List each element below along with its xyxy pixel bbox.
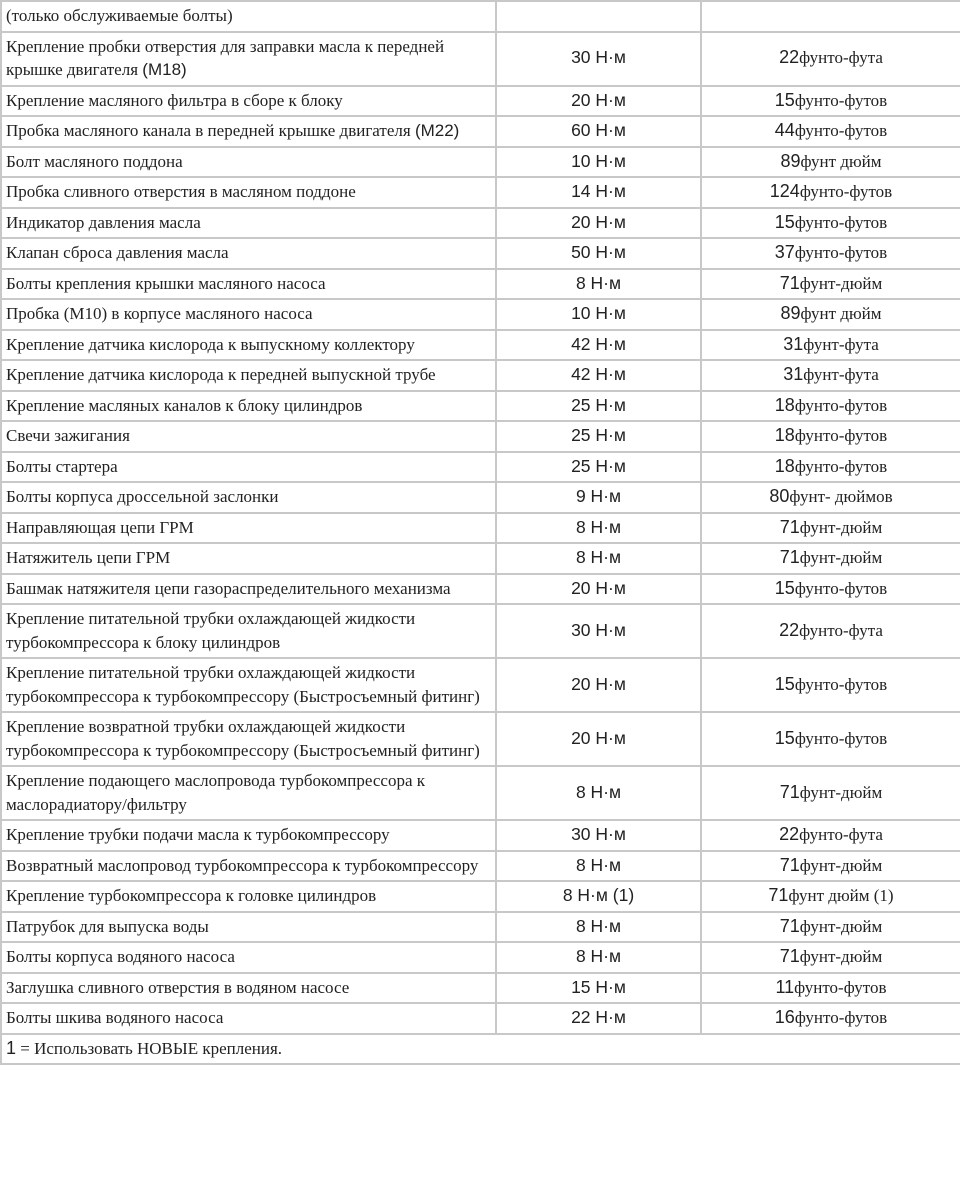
torque-nm-cell: 22 Н·м	[496, 1003, 701, 1034]
component-name: Крепление масляного фильтра в сборе к блоку	[6, 90, 343, 110]
component-name-cell	[1, 391, 496, 422]
component-name: Патрубок для выпуска воды	[6, 916, 209, 936]
torque-nm-cell	[496, 1, 701, 32]
torque-imperial-cell	[701, 820, 960, 851]
torque-imperial-unit: фунто-футов	[794, 1008, 888, 1027]
table-row	[1, 912, 960, 943]
torque-imperial-cell	[701, 973, 960, 1004]
component-name: Крепление датчика кислорода к выпускному коллектору	[6, 334, 415, 354]
torque-imperial-cell	[701, 391, 960, 422]
torque-imperial-unit: фунт-фута	[803, 365, 879, 384]
torque-nm-cell: 8 Н·м	[496, 942, 701, 973]
torque-nm-cell: 30 Н·м	[496, 820, 701, 851]
torque-nm-cell: 15 Н·м	[496, 973, 701, 1004]
torque-imperial-cell	[701, 147, 960, 178]
torque-imperial-unit: фунто-фута	[799, 825, 883, 844]
torque-imperial-cell	[701, 712, 960, 766]
component-name: Крепление питательной трубки охлаждающей жидкости турбокомпрессора к турбокомпрессору (Быстросъемный фитинг)	[6, 663, 480, 706]
table-row	[1, 543, 960, 574]
torque-imperial-cell	[701, 482, 960, 513]
table-row	[1, 942, 960, 973]
table-row	[1, 1, 960, 32]
component-name: Возвратный маслопровод турбокомпрессора к турбокомпрессору	[6, 855, 479, 875]
torque-imperial-cell	[701, 513, 960, 544]
torque-imperial-unit: фунт дюйм (1)	[788, 886, 894, 905]
torque-imperial-unit: фунто-футов	[794, 674, 888, 694]
footnote-row	[1, 1034, 960, 1065]
torque-imperial-cell	[701, 86, 960, 117]
torque-imperial-unit: фунт- дюймов	[789, 487, 893, 506]
table-row	[1, 330, 960, 361]
torque-imperial-cell	[701, 421, 960, 452]
torque-imperial-cell	[701, 1003, 960, 1034]
table-row	[1, 32, 960, 86]
torque-imperial-cell	[701, 543, 960, 574]
component-name: Крепление трубки подачи масла к турбокомпрессору	[6, 825, 390, 844]
torque-nm-cell: 30 Н·м	[496, 604, 701, 658]
torque-imperial-value: 71	[779, 516, 800, 537]
torque-nm-cell: 8 Н·м	[496, 269, 701, 300]
torque-imperial-unit: фунто-футов	[794, 578, 888, 598]
component-name: Башмак натяжителя цепи газораспределительного механизма	[6, 578, 451, 598]
torque-imperial-value: 89	[780, 150, 801, 171]
torque-nm-cell: 60 Н·м	[496, 116, 701, 147]
torque-nm-cell: 9 Н·м	[496, 482, 701, 513]
component-name-cell	[1, 1, 496, 32]
torque-nm-cell: 42 Н·м	[496, 360, 701, 391]
component-name: Клапан сброса давления масла	[6, 243, 229, 262]
component-name: (только обслуживаемые болты)	[6, 6, 233, 25]
component-name: Болты корпуса дроссельной заслонки	[6, 487, 279, 506]
torque-imperial-cell	[701, 881, 960, 912]
torque-imperial-cell	[701, 269, 960, 300]
component-name-cell	[1, 208, 496, 239]
component-name-cell	[1, 658, 496, 712]
torque-imperial-unit: фунт-дюйм	[799, 782, 883, 802]
torque-nm-cell: 30 Н·м	[496, 32, 701, 86]
component-name: Направляющая цепи ГРМ	[6, 517, 194, 537]
component-name: Свечи зажигания	[6, 426, 130, 445]
component-name-cell	[1, 482, 496, 513]
torque-imperial-value: 18	[774, 455, 795, 476]
table-row	[1, 391, 960, 422]
torque-imperial-value: 18	[774, 394, 795, 415]
component-name: Крепление датчика кислорода к передней выпускной трубе	[6, 365, 436, 384]
torque-nm-cell: 8 Н·м	[496, 912, 701, 943]
torque-imperial-cell	[701, 942, 960, 973]
torque-imperial-unit: фунт-фута	[803, 334, 879, 354]
component-name: Крепление масляных каналов к блоку цилиндров	[6, 395, 363, 415]
torque-imperial-value: 22	[779, 47, 800, 68]
table-row	[1, 482, 960, 513]
component-name: Болт масляного поддона	[6, 151, 183, 171]
torque-imperial-cell	[701, 766, 960, 820]
component-name-cell	[1, 177, 496, 208]
component-name: Крепление возвратной трубки охлаждающей жидкости турбокомпрессора к турбокомпрессору (Быстросъемный фитинг)	[6, 717, 480, 760]
torque-nm-cell: 20 Н·м	[496, 86, 701, 117]
torque-imperial-cell	[701, 299, 960, 330]
torque-imperial-unit: фунто-футов	[794, 90, 888, 110]
torque-imperial-value: 71	[779, 547, 800, 567]
torque-imperial-unit: фунто-футов	[794, 212, 888, 232]
torque-nm-cell: 10 Н·м	[496, 299, 701, 330]
component-name-cell	[1, 421, 496, 452]
component-name-cell	[1, 574, 496, 605]
component-name: Крепление пробки отверстия для заправки масла к передней крышке двигателя	[6, 36, 445, 79]
component-name-cell	[1, 269, 496, 300]
torque-nm-cell: 25 Н·м	[496, 452, 701, 483]
torque-imperial-cell	[701, 177, 960, 208]
torque-nm-cell: 20 Н·м	[496, 712, 701, 766]
torque-nm-cell: 8 Н·м (1)	[496, 881, 701, 912]
torque-imperial-value: 89	[780, 303, 801, 323]
table-row	[1, 299, 960, 330]
torque-imperial-unit: фунто-футов	[794, 426, 888, 445]
table-row	[1, 574, 960, 605]
torque-imperial-cell	[701, 658, 960, 712]
component-thread-code: (M22)	[414, 121, 460, 140]
torque-nm-cell: 20 Н·м	[496, 658, 701, 712]
torque-imperial-unit: фунт-дюйм	[799, 273, 883, 293]
component-name-cell	[1, 330, 496, 361]
torque-imperial-unit: фунто-футов	[794, 395, 888, 415]
component-name-cell	[1, 766, 496, 820]
torque-imperial-value: 124	[769, 181, 800, 201]
table-row	[1, 177, 960, 208]
torque-imperial-value: 71	[779, 854, 800, 875]
table-row	[1, 766, 960, 820]
torque-imperial-cell	[701, 116, 960, 147]
torque-imperial-cell	[701, 851, 960, 882]
component-name-cell	[1, 604, 496, 658]
component-name-cell	[1, 32, 496, 86]
component-name: Пробка масляного канала в передней крышке двигателя	[6, 121, 415, 140]
torque-imperial-cell	[701, 452, 960, 483]
component-name-cell	[1, 942, 496, 973]
torque-imperial-unit: фунто-футов	[794, 243, 888, 262]
table-row	[1, 238, 960, 269]
torque-imperial-value: 37	[774, 242, 795, 262]
torque-imperial-value: 44	[774, 120, 795, 140]
component-name: Крепление питательной трубки охлаждающей жидкости турбокомпрессора к блоку цилиндров	[6, 609, 416, 652]
torque-imperial-value: 16	[774, 1007, 795, 1027]
torque-nm-cell: 8 Н·м	[496, 543, 701, 574]
table-row	[1, 881, 960, 912]
component-name-cell	[1, 881, 496, 912]
torque-imperial-cell	[701, 912, 960, 943]
torque-imperial-unit: фунт-дюйм	[799, 517, 883, 537]
torque-nm-cell: 25 Н·м	[496, 421, 701, 452]
torque-imperial-value: 18	[774, 425, 795, 445]
component-name-cell	[1, 912, 496, 943]
torque-imperial-cell	[701, 330, 960, 361]
torque-imperial-value: 71	[768, 885, 789, 905]
torque-imperial-value: 15	[774, 673, 795, 694]
component-name-cell	[1, 116, 496, 147]
torque-imperial-value: 71	[779, 946, 800, 966]
table-row	[1, 820, 960, 851]
component-name-cell	[1, 712, 496, 766]
torque-imperial-unit: фунто-футов	[794, 977, 887, 997]
footnote-text: = Использовать НОВЫЕ крепления.	[16, 1038, 283, 1058]
torque-nm-cell: 8 Н·м	[496, 851, 701, 882]
component-name: Болты стартера	[6, 456, 118, 476]
torque-imperial-unit: фунто-фута	[799, 48, 883, 68]
torque-imperial-unit: фунто-фута	[799, 620, 883, 640]
component-name: Болты шкива водяного насоса	[6, 1008, 224, 1027]
torque-imperial-unit: фунт дюйм	[800, 151, 882, 171]
table-row	[1, 86, 960, 117]
torque-imperial-unit: фунт-дюйм	[799, 548, 883, 567]
torque-imperial-unit: фунт-дюйм	[799, 947, 883, 966]
torque-nm-cell: 20 Н·м	[496, 208, 701, 239]
table-row	[1, 851, 960, 882]
torque-nm-cell: 50 Н·м	[496, 238, 701, 269]
torque-nm-cell: 25 Н·м	[496, 391, 701, 422]
torque-imperial-cell	[701, 604, 960, 658]
table-row	[1, 421, 960, 452]
torque-imperial-cell	[701, 574, 960, 605]
component-name: Натяжитель цепи ГРМ	[6, 548, 171, 567]
component-name-cell	[1, 543, 496, 574]
table-row	[1, 1003, 960, 1034]
component-name: Болты крепления крышки масляного насоса	[6, 273, 326, 293]
footnote-number: 1	[6, 1037, 17, 1058]
component-name-cell	[1, 452, 496, 483]
table-row	[1, 452, 960, 483]
table-row	[1, 973, 960, 1004]
torque-imperial-value: 15	[774, 577, 795, 598]
torque-imperial-cell	[701, 208, 960, 239]
torque-spec-body	[1, 1, 960, 1034]
table-row	[1, 513, 960, 544]
component-name-cell	[1, 299, 496, 330]
torque-imperial-cell	[701, 360, 960, 391]
torque-nm-cell: 8 Н·м	[496, 766, 701, 820]
torque-nm-cell: 20 Н·м	[496, 574, 701, 605]
torque-imperial-value: 15	[774, 89, 795, 110]
table-row	[1, 658, 960, 712]
table-row	[1, 712, 960, 766]
component-name-cell	[1, 973, 496, 1004]
component-name-cell	[1, 820, 496, 851]
table-row	[1, 116, 960, 147]
component-name: Крепление подающего маслопровода турбокомпрессора к маслорадиатору/фильтру	[6, 771, 426, 814]
torque-nm-cell: 8 Н·м	[496, 513, 701, 544]
component-name-cell	[1, 851, 496, 882]
torque-imperial-unit: фунто-футов	[794, 121, 888, 140]
table-row	[1, 147, 960, 178]
torque-imperial-unit: фунто-футов	[794, 728, 888, 748]
table-row	[1, 360, 960, 391]
footnote-cell	[1, 1034, 960, 1065]
torque-imperial-value: 31	[783, 364, 804, 384]
torque-imperial-value: 71	[779, 272, 800, 293]
component-name-cell	[1, 147, 496, 178]
torque-imperial-value: 71	[779, 781, 800, 802]
torque-imperial-value: 11	[775, 976, 795, 997]
torque-imperial-value: 22	[779, 824, 800, 844]
component-name-cell	[1, 513, 496, 544]
torque-imperial-value: 31	[783, 333, 804, 354]
component-name: Болты корпуса водяного насоса	[6, 947, 235, 966]
component-name-cell	[1, 1003, 496, 1034]
torque-imperial-unit: фунт-дюйм	[799, 855, 883, 875]
component-name-cell	[1, 86, 496, 117]
torque-imperial-value: 15	[774, 211, 795, 232]
component-name: Крепление турбокомпрессора к головке цилиндров	[6, 886, 377, 905]
table-row	[1, 604, 960, 658]
component-name: Индикатор давления масла	[6, 212, 201, 232]
torque-nm-cell: 14 Н·м	[496, 177, 701, 208]
torque-imperial-cell	[701, 32, 960, 86]
torque-imperial-value: 22	[779, 619, 800, 640]
component-name: Пробка (M10) в корпусе масляного насоса	[6, 304, 313, 323]
torque-imperial-unit: фунто-футов	[794, 456, 888, 476]
torque-imperial-unit: фунт дюйм	[800, 304, 882, 323]
torque-imperial-unit: фунт-дюйм	[799, 916, 883, 936]
table-row	[1, 269, 960, 300]
table-row	[1, 208, 960, 239]
component-name: Пробка сливного отверстия в масляном поддоне	[6, 182, 356, 201]
component-name-cell	[1, 238, 496, 269]
torque-imperial-cell	[701, 1, 960, 32]
component-name: Заглушка сливного отверстия в водяном насосе	[6, 977, 350, 997]
torque-imperial-unit: фунто-футов	[799, 182, 893, 201]
torque-imperial-value: 71	[779, 915, 800, 936]
torque-imperial-value: 15	[774, 727, 795, 748]
torque-nm-cell: 42 Н·м	[496, 330, 701, 361]
component-name-cell	[1, 360, 496, 391]
torque-nm-cell: 10 Н·м	[496, 147, 701, 178]
torque-imperial-value: 80	[769, 486, 790, 506]
component-thread-code: (M18)	[142, 60, 187, 79]
torque-imperial-cell	[701, 238, 960, 269]
